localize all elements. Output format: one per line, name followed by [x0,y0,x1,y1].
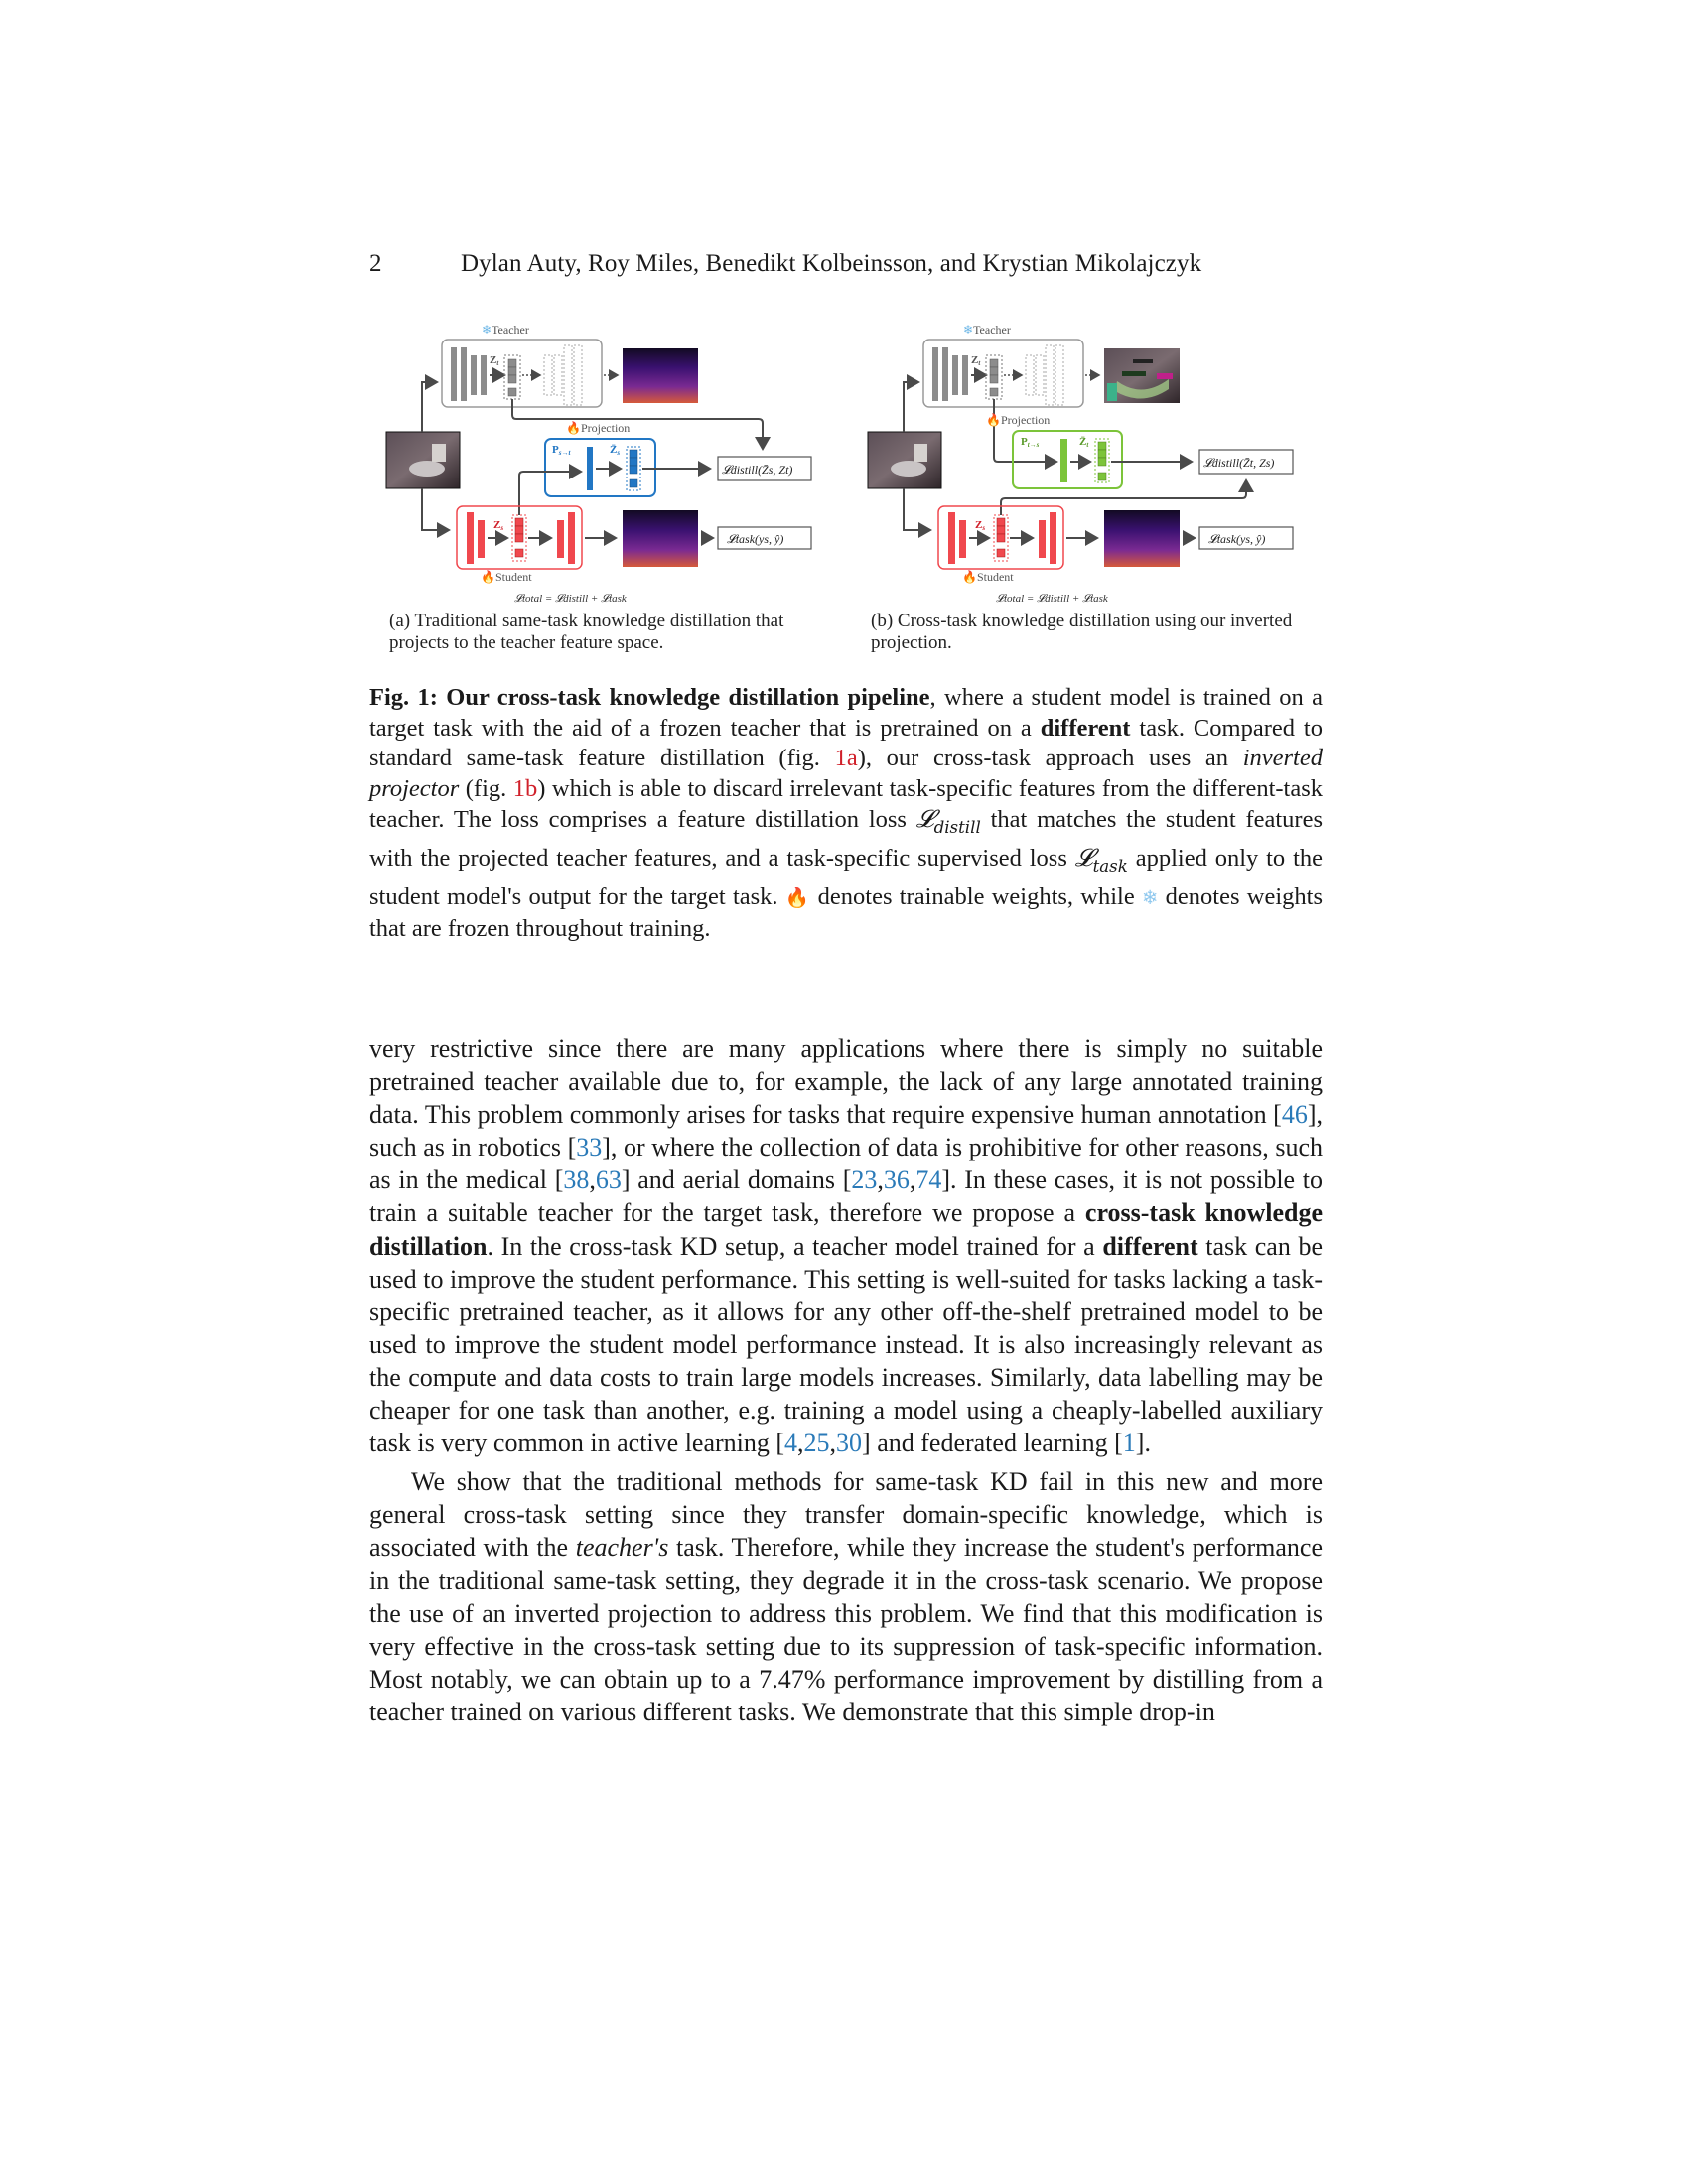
citation-4[interactable]: 4 [784,1429,798,1458]
task-loss-symbol: 𝓛$_{task}$ [1074,843,1128,877]
author-list: Dylan Auty, Roy Miles, Benedikt Kolbeinsson, and Krystian Mikolajczyk [461,250,1202,277]
citation-25[interactable]: 25 [803,1429,830,1458]
projection-label: 🔥Projection [566,421,631,435]
teacher-output-segmentation-map [1104,348,1180,403]
same-task-kd-diagram [377,320,834,608]
svg-text:Zt: Zt [971,354,981,367]
figure-ref-1a[interactable]: 1a [834,745,858,771]
figure-panel-b [859,320,1316,608]
teacher-label: ❄Teacher [482,323,529,337]
citation-38[interactable]: 38 [563,1165,590,1195]
citation-1[interactable]: 1 [1122,1429,1136,1458]
teacher-output-depth-map [623,348,698,403]
citation-23[interactable]: 23 [851,1165,878,1195]
snowflake-icon: ❄ [1142,887,1159,909]
input-image [386,432,460,488]
projection-label: 🔥Projection [986,413,1051,427]
svg-text:Z̄t: Z̄t [1079,436,1089,449]
citation-63[interactable]: 63 [595,1165,622,1195]
input-image [868,432,941,488]
citation-33[interactable]: 33 [576,1133,603,1162]
caption-label: Fig. 1: [369,684,438,711]
distill-loss-label: 𝓛distill(Z̄t, Zs) [1203,456,1275,470]
citation-30[interactable]: 30 [836,1429,863,1458]
subcaption-a: (a) Traditional same-task knowledge distillation that projects to the teacher feature space. [389,611,784,653]
total-loss-label: 𝓛total = 𝓛distill + 𝓛task [996,593,1108,605]
projector-layer [1060,439,1067,482]
citation-36[interactable]: 36 [883,1165,910,1195]
figure-ref-1b[interactable]: 1b [512,774,538,802]
page-number: 2 [369,250,382,277]
caption-title: Our cross-task knowledge distillation pipeline [446,684,930,711]
student-output-depth-map [1104,510,1180,567]
paragraph-1: very restrictive since there are many applications where there is simply no suitable pretrained teacher available due to, for example, the lack of any large annotated training data. This problem commonly arises for tasks that require expensive human annotation [46], such as in robotics [33], or where the collection of data is prohibitive for other reasons, such as in the medical [38,63] and aerial domains [23,36,74]. In these cases, it is not possible to train a suitable teacher for the target task, therefore we propose a cross-task knowledge distillation. In the cross-task KD setup, a teacher model trained for a different task can be used to improve the student performance. This setting is well-suited for tasks lacking a task-specific pretrained teacher, as it allows for any other off-the-shelf pretrained model to be used to improve the student model performance instead. It is also increasingly relevant as the compute and data costs to train large models increases. Similarly, data labelling may be cheaper for one task than another, e.g. training a model using a cheaply-labelled auxiliary task is very common in active learning [4,25,30] and federated learning [1]. [369,1034,1324,1458]
distill-loss-label: 𝓛distill(Z̄s, Zt) [722,463,793,477]
citation-46[interactable]: 46 [1281,1100,1308,1130]
figure-panel-a [377,320,834,608]
svg-text:Z̄s: Z̄s [610,444,621,457]
figure-caption: Fig. 1: Our cross-task knowledge distillation pipeline, where a student model is trained on a target task with the aid of a frozen teacher that is pretrained on a different task. Compared to standard same-task feature distillation (fig. 1a), our cross-task approach uses an inverted projector (fig. 1b) which is able to discard irrelevant task-specific features from the different-task teacher. The loss comprises a feature distillation loss 𝓛$_{distill}$ that matches the student features with the projected teacher features, and a task-specific supervised loss 𝓛$_{task}$ applied only to the student model's output for the target task. 🔥 denotes trainable weights, while ❄ denotes weights that are frozen throughout training. [369,684,1323,943]
svg-text:Pt→s: Pt→s [1021,436,1040,449]
cross-task-kd-diagram [859,320,1316,608]
total-loss-label: 𝓛total = 𝓛distill + 𝓛task [514,593,627,605]
svg-text:Ps→t: Ps→t [552,444,571,457]
citation-74[interactable]: 74 [915,1165,942,1195]
svg-text:Zs: Zs [493,519,504,532]
projector-layer [587,447,593,490]
teacher-label: ❄Teacher [963,323,1011,337]
task-loss-label: 𝓛task(ys, ŷ) [727,532,784,546]
subcaption-b: (b) Cross-task knowledge distillation using our inverted projection. [871,611,1293,653]
paragraph-2: We show that the traditional methods for same-task KD fail in this new and more general cross-task setting since they transfer domain-specific knowledge, which is associated with the teacher's task. Therefore, while they increase the student's performance in the traditional same-task setting, they degrade it in the cross-task scenario. We propose the use of an inverted projection to address this problem. We find that this modification is very effective in the cross-task setting due to its suppression of task-specific information. Most notably, we can obtain up to a 7.47% performance improvement by distilling from a teacher trained on various different tasks. We demonstrate that this simple drop-in [369,1467,1323,1726]
student-label: 🔥Student [481,570,532,584]
task-loss-label: 𝓛task(ys, ŷ) [1208,532,1266,546]
distill-loss-symbol: 𝓛$_{distill}$ [915,804,981,837]
svg-text:Zs: Zs [975,519,986,532]
body-text [369,1032,1323,1728]
svg-text:Zt: Zt [490,354,499,367]
student-label: 🔥Student [962,570,1014,584]
figure-1 [377,320,1321,667]
student-output-depth-map [623,510,698,567]
flame-icon: 🔥 [784,887,811,909]
